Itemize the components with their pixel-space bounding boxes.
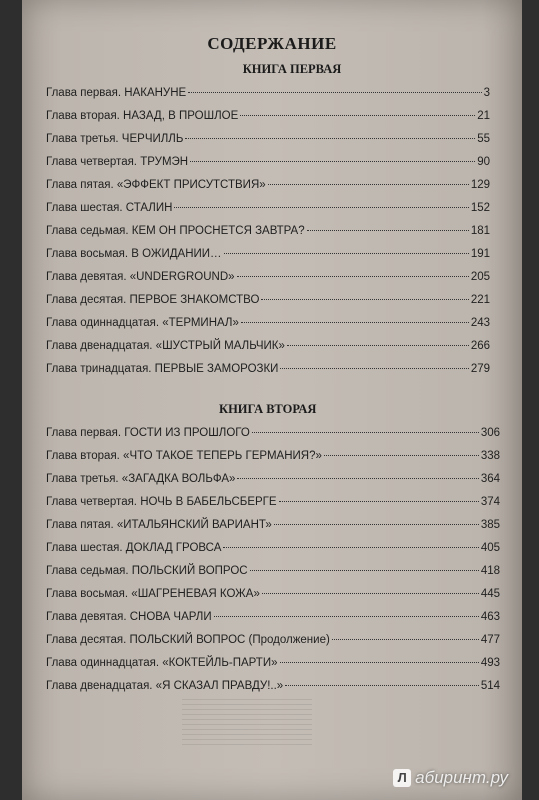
chapter-row xyxy=(46,151,506,174)
dot-leader xyxy=(280,662,479,663)
chapter-row xyxy=(46,491,506,514)
page-number: 3 xyxy=(483,87,490,99)
dot-leader xyxy=(324,455,479,456)
chapter-title: Глава одиннадцатая. «КОКТЕЙЛЬ-ПАРТИ» xyxy=(46,657,278,669)
page-number: 364 xyxy=(480,473,500,485)
page-number: 418 xyxy=(480,565,500,577)
chapter-title: Глава седьмая. ПОЛЬСКИЙ ВОПРОС xyxy=(46,565,248,577)
chapter-title: Глава шестая. СТАЛИН xyxy=(46,202,173,214)
dot-leader xyxy=(241,322,469,323)
labirint-logo-icon: Л xyxy=(393,769,411,787)
book-two-chapter-list xyxy=(46,422,506,698)
chapter-row xyxy=(46,629,506,652)
dot-leader xyxy=(261,299,468,300)
chapter-title: Глава девятая. СНОВА ЧАРЛИ xyxy=(46,611,212,623)
site-watermark xyxy=(393,768,508,788)
dot-leader xyxy=(188,92,481,93)
chapter-row xyxy=(46,312,506,335)
dot-leader xyxy=(287,345,469,346)
page-number: 221 xyxy=(470,294,490,306)
dot-leader xyxy=(280,368,468,369)
chapter-title: Глава четвертая. НОЧЬ В БАБЕЛЬСБЕРГЕ xyxy=(46,496,277,508)
dot-leader xyxy=(332,639,479,640)
chapter-title: Глава первая. ГОСТИ ИЗ ПРОШЛОГО xyxy=(46,427,250,439)
page-number: 306 xyxy=(480,427,500,439)
chapter-title: Глава восьмая. «ШАГРЕНЕВАЯ КОЖА» xyxy=(46,588,260,600)
chapter-row xyxy=(46,537,506,560)
chapter-row xyxy=(46,82,506,105)
dot-leader xyxy=(262,593,479,594)
chapter-title: Глава двенадцатая. «Я СКАЗАЛ ПРАВДУ!..» xyxy=(46,680,284,692)
dot-leader xyxy=(214,616,479,617)
chapter-row xyxy=(46,220,506,243)
chapter-title: Глава седьмая. КЕМ ОН ПРОСНЕТСЯ ЗАВТРА? xyxy=(46,225,305,237)
chapter-row xyxy=(46,289,506,312)
chapter-row xyxy=(46,606,506,629)
chapter-row xyxy=(46,560,506,583)
dot-leader xyxy=(240,115,475,116)
dot-leader xyxy=(237,276,469,277)
page-number: 181 xyxy=(470,225,490,237)
chapter-title: Глава шестая. ДОКЛАД ГРОВСА xyxy=(46,542,222,554)
dot-leader xyxy=(223,547,478,548)
dot-leader xyxy=(237,478,478,479)
dot-leader xyxy=(268,184,469,185)
chapter-row xyxy=(46,243,506,266)
watermark-text: абиринт.ру xyxy=(415,768,508,787)
chapter-title: Глава двенадцатая. «ШУСТРЫЙ МАЛЬЧИК» xyxy=(46,340,285,352)
chapter-title: Глава восьмая. В ОЖИДАНИИ… xyxy=(46,248,222,260)
chapter-row xyxy=(46,266,506,289)
dot-leader xyxy=(274,524,479,525)
show-through-text xyxy=(182,695,312,745)
chapter-row xyxy=(46,197,506,220)
chapter-title: Глава третья. ЧЕРЧИЛЛЬ xyxy=(46,133,184,145)
page-number: 55 xyxy=(477,133,490,145)
chapter-title: Глава десятая. ПОЛЬСКИЙ ВОПРОС (Продолжение) xyxy=(46,634,330,646)
chapter-title: Глава вторая. «ЧТО ТАКОЕ ТЕПЕРЬ ГЕРМАНИЯ?» xyxy=(46,450,322,462)
chapter-title: Глава десятая. ПЕРВОЕ ЗНАКОМСТВО xyxy=(46,294,260,306)
chapter-row xyxy=(46,174,506,197)
page-number: 129 xyxy=(470,179,490,191)
page-number: 493 xyxy=(480,657,500,669)
dot-leader xyxy=(224,253,469,254)
dot-leader xyxy=(250,570,479,571)
chapter-title: Глава пятая. «ИТАЛЬЯНСКИЙ ВАРИАНТ» xyxy=(46,519,272,531)
chapter-row xyxy=(46,105,506,128)
page-number: 205 xyxy=(470,271,490,283)
page-number: 477 xyxy=(480,634,500,646)
page-number: 374 xyxy=(480,496,500,508)
page-number: 514 xyxy=(480,680,500,692)
chapter-row xyxy=(46,422,506,445)
chapter-title: Глава первая. НАКАНУНЕ xyxy=(46,87,187,99)
dot-leader xyxy=(252,432,479,433)
chapter-title: Глава вторая. НАЗАД, В ПРОШЛОЕ xyxy=(46,110,239,122)
chapter-title: Глава одиннадцатая. «ТЕРМИНАЛ» xyxy=(46,317,239,329)
page-number: 463 xyxy=(480,611,500,623)
chapter-row xyxy=(46,514,506,537)
page-number: 385 xyxy=(480,519,500,531)
chapter-title: Глава четвертая. ТРУМЭН xyxy=(46,156,189,168)
page-number: 445 xyxy=(480,588,500,600)
page-number: 152 xyxy=(470,202,490,214)
dot-leader xyxy=(279,501,479,502)
contents-heading: СОДЕРЖАНИЕ xyxy=(207,34,337,53)
dot-leader xyxy=(190,161,475,162)
chapter-row xyxy=(46,358,506,381)
page-number: 243 xyxy=(470,317,490,329)
chapter-row xyxy=(46,652,506,675)
chapter-row xyxy=(46,128,506,151)
dot-leader xyxy=(174,207,468,208)
book-one-title: КНИГА ПЕРВАЯ xyxy=(242,62,342,76)
chapter-title: Глава девятая. «UNDERGROUND» xyxy=(46,271,235,283)
page-number: 21 xyxy=(477,110,490,122)
book-one-chapter-list xyxy=(46,82,506,381)
book-two-title: КНИГА ВТОРАЯ xyxy=(219,402,317,416)
chapter-row xyxy=(46,583,506,606)
page-number: 266 xyxy=(470,340,490,352)
chapter-row xyxy=(46,445,506,468)
book-page xyxy=(22,0,522,800)
chapter-row xyxy=(46,335,506,358)
dot-leader xyxy=(285,685,479,686)
chapter-title: Глава тринадцатая. ПЕРВЫЕ ЗАМОРОЗКИ xyxy=(46,363,279,375)
chapter-title: Глава третья. «ЗАГАДКА ВОЛЬФА» xyxy=(46,473,236,485)
page-number: 338 xyxy=(480,450,500,462)
dot-leader xyxy=(307,230,469,231)
page-number: 405 xyxy=(480,542,500,554)
chapter-title: Глава пятая. «ЭФФЕКТ ПРИСУТСТВИЯ» xyxy=(46,179,266,191)
chapter-row xyxy=(46,468,506,491)
dot-leader xyxy=(185,138,475,139)
page-number: 90 xyxy=(477,156,490,168)
page-number: 191 xyxy=(470,248,490,260)
page-number: 279 xyxy=(470,363,490,375)
